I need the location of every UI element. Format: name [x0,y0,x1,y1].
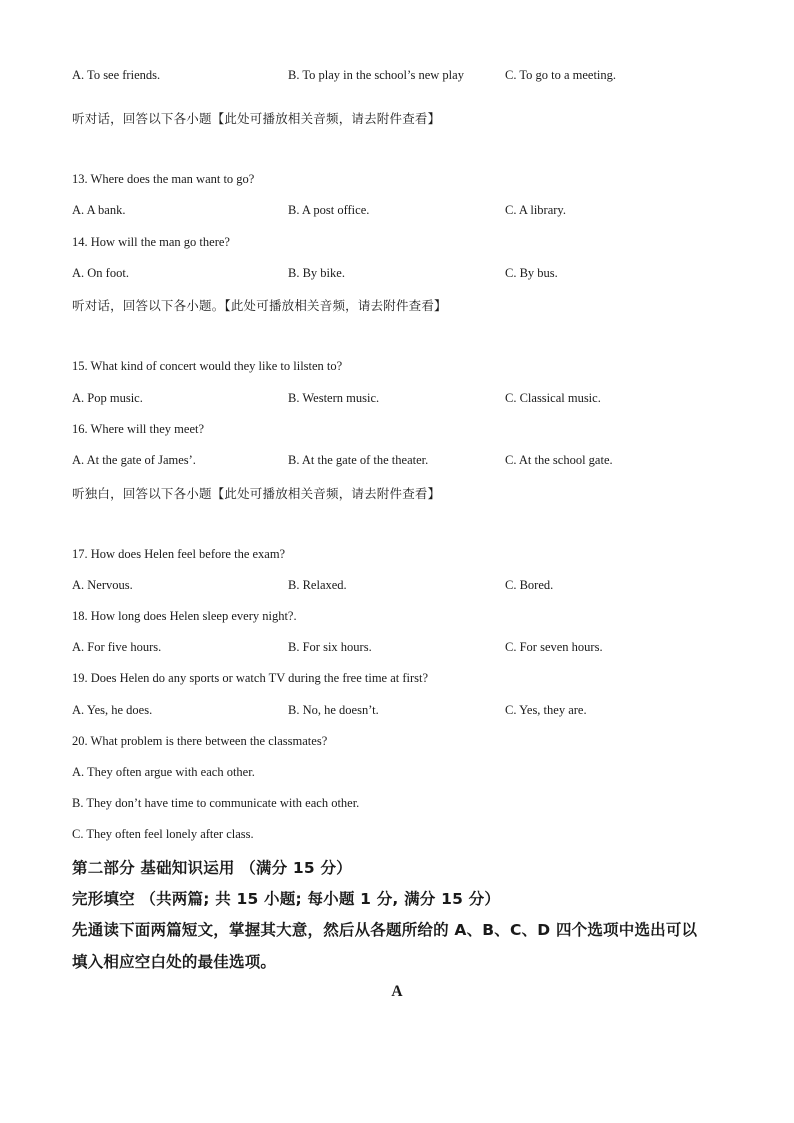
question-16: 16. Where will they meet? [72,422,205,436]
q17-option-b: B. Relaxed. [288,578,347,592]
listening-instruction-1: 听对话，回答以下各小题【此处可播放相关音频，请去附件查看】 [72,111,441,126]
part2-title: 第二部分 基础知识运用 （满分 15 分） [72,859,352,877]
question-17: 17. How does Helen feel before the exam? [72,547,286,561]
listening-instruction-2: 听对话，回答以下各小题。【此处可播放相关音频，请去附件查看】 [72,298,447,313]
q13-option-a: A. A bank. [72,203,126,217]
q14-option-a: A. On foot. [72,266,129,280]
q13-option-b: B. A post office. [288,203,370,217]
q19-option-a: A. Yes, he does. [72,703,153,717]
q16-option-c: C. At the school gate. [505,453,613,467]
q17-option-a: A. Nervous. [72,578,133,592]
q20-option-b: B. They don’t have time to communicate with each other. [72,796,360,810]
q19-option-c: C. Yes, they are. [505,703,587,717]
question-14: 14. How will the man go there? [72,235,230,249]
q13-option-c: C. A library. [505,203,566,217]
q18-option-c: C. For seven hours. [505,640,603,654]
q15-option-a: A. Pop music. [72,391,143,405]
cloze-instruction-line1: 先通读下面两篇短文，掌握其大意，然后从各题所给的 A、B、C、D 四个选项中选出可以 [72,921,698,939]
cloze-instruction-line2: 填入相应空白处的最佳选项。 [72,953,277,971]
q14-option-b: B. By bike. [288,266,345,280]
passage-label: A [391,983,403,1000]
question-20: 20. What problem is there between the classmates? [72,734,328,748]
q17-option-c: C. Bored. [505,578,554,592]
question-15: 15. What kind of concert would they like to lilsten to? [72,359,343,373]
q20-option-a: A. They often argue with each other. [72,765,255,779]
q12-option-b: B. To play in the school’s new play [288,68,464,82]
q19-option-b: B. No, he doesn’t. [288,703,379,717]
question-18: 18. How long does Helen sleep every night?. [72,609,297,623]
question-13: 13. Where does the man want to go? [72,172,255,186]
q16-option-b: B. At the gate of the theater. [288,453,429,467]
q12-option-c: C. To go to a meeting. [505,68,617,82]
q20-option-c: C. They often feel lonely after class. [72,827,254,841]
q12-option-a: A. To see friends. [72,68,161,82]
q18-option-a: A. For five hours. [72,640,162,654]
q16-option-a: A. At the gate of James’. [72,453,196,467]
q15-option-b: B. Western music. [288,391,380,405]
listening-instruction-3: 听独白，回答以下各小题【此处可播放相关音频，请去附件查看】 [72,486,441,501]
q15-option-c: C. Classical music. [505,391,601,405]
q18-option-b: B. For six hours. [288,640,372,654]
q14-option-c: C. By bus. [505,266,558,280]
question-19: 19. Does Helen do any sports or watch TV during the free time at first? [72,671,429,685]
cloze-title: 完形填空 （共两篇; 共 15 小题; 每小题 1 分, 满分 15 分） [72,890,501,908]
